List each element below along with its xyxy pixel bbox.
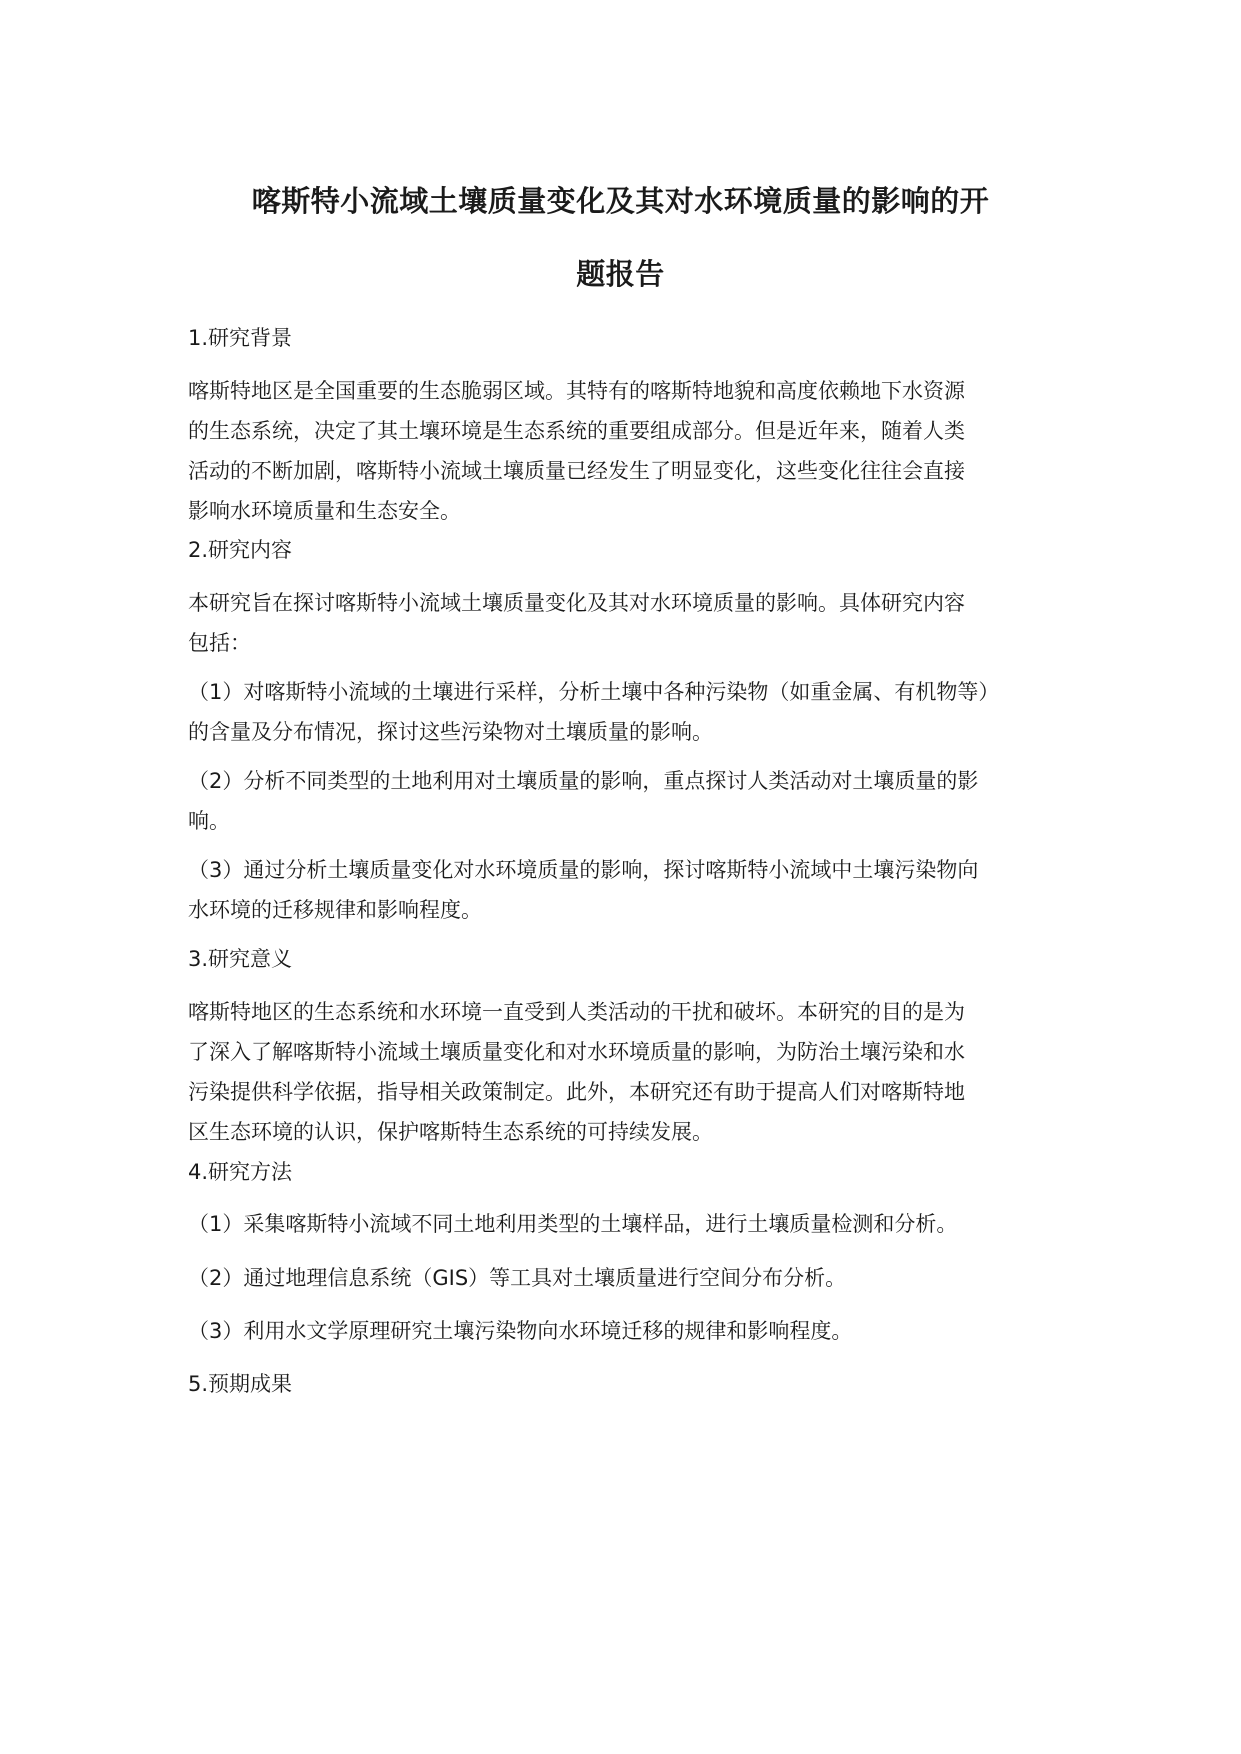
- paragraph-line: 响。: [188, 809, 230, 833]
- paragraph-line: 污染提供科学依据，指导相关政策制定。此外，本研究还有助于提高人们对喀斯特地: [188, 1080, 965, 1104]
- section-1-heading: 1.研究背景: [188, 326, 293, 350]
- section-1-paragraph: [188, 371, 1088, 531]
- section-4-item-3: （3）利用水文学原理研究土壤污染物向水环境迁移的规律和影响程度。: [188, 1319, 853, 1343]
- paragraph-line: （2）分析不同类型的土地利用对土壤质量的影响，重点探讨人类活动对土壤质量的影: [188, 769, 979, 793]
- section-2-heading: 2.研究内容: [188, 538, 293, 562]
- paragraph-line: 喀斯特地区是全国重要的生态脆弱区域。其特有的喀斯特地貌和高度依赖地下水资源: [188, 379, 965, 403]
- paragraph-line: 的含量及分布情况，探讨这些污染物对土壤质量的影响。: [188, 720, 713, 744]
- section-3-heading: 3.研究意义: [188, 947, 293, 971]
- section-3-paragraph: [188, 992, 1088, 1152]
- paragraph-line: 活动的不断加剧，喀斯特小流域土壤质量已经发生了明显变化，这些变化往往会直接: [188, 459, 965, 483]
- paragraph-line: 影响水环境质量和生态安全。: [188, 499, 461, 523]
- document-title-line-1: 喀斯特小流域土壤质量变化及其对水环境质量的影响的开: [251, 184, 990, 218]
- paragraph-line: 了深入了解喀斯特小流域土壤质量变化和对水环境质量的影响，为防治土壤污染和水: [188, 1040, 965, 1064]
- section-5-heading: 5.预期成果: [188, 1372, 293, 1396]
- section-2-intro: [188, 583, 1088, 663]
- section-2-item-3: [188, 850, 1088, 930]
- section-4-item-1: （1）采集喀斯特小流域不同土地利用类型的土壤样品，进行土壤质量检测和分析。: [188, 1212, 958, 1236]
- paragraph-line: 喀斯特地区的生态系统和水环境一直受到人类活动的干扰和破坏。本研究的目的是为: [188, 1000, 965, 1024]
- paragraph-line: （3）通过分析土壤质量变化对水环境质量的影响，探讨喀斯特小流域中土壤污染物向: [188, 858, 979, 882]
- document-title-line-2: 题报告: [576, 257, 665, 291]
- section-2-item-2: [188, 761, 1088, 841]
- paragraph-line: 区生态环境的认识，保护喀斯特生态系统的可持续发展。: [188, 1120, 713, 1144]
- section-4-item-2: （2）通过地理信息系统（GIS）等工具对土壤质量进行空间分布分析。: [188, 1266, 847, 1290]
- paragraph-line: 本研究旨在探讨喀斯特小流域土壤质量变化及其对水环境质量的影响。具体研究内容: [188, 591, 965, 615]
- paragraph-line: 包括：: [188, 631, 251, 655]
- paragraph-line: （1）对喀斯特小流域的土壤进行采样，分析土壤中各种污染物（如重金属、有机物等）: [188, 680, 1000, 704]
- section-2-item-1: [188, 672, 1088, 752]
- paragraph-line: 水环境的迁移规律和影响程度。: [188, 898, 482, 922]
- section-4-heading: 4.研究方法: [188, 1160, 293, 1184]
- paragraph-line: 的生态系统，决定了其土壤环境是生态系统的重要组成部分。但是近年来，随着人类: [188, 419, 965, 443]
